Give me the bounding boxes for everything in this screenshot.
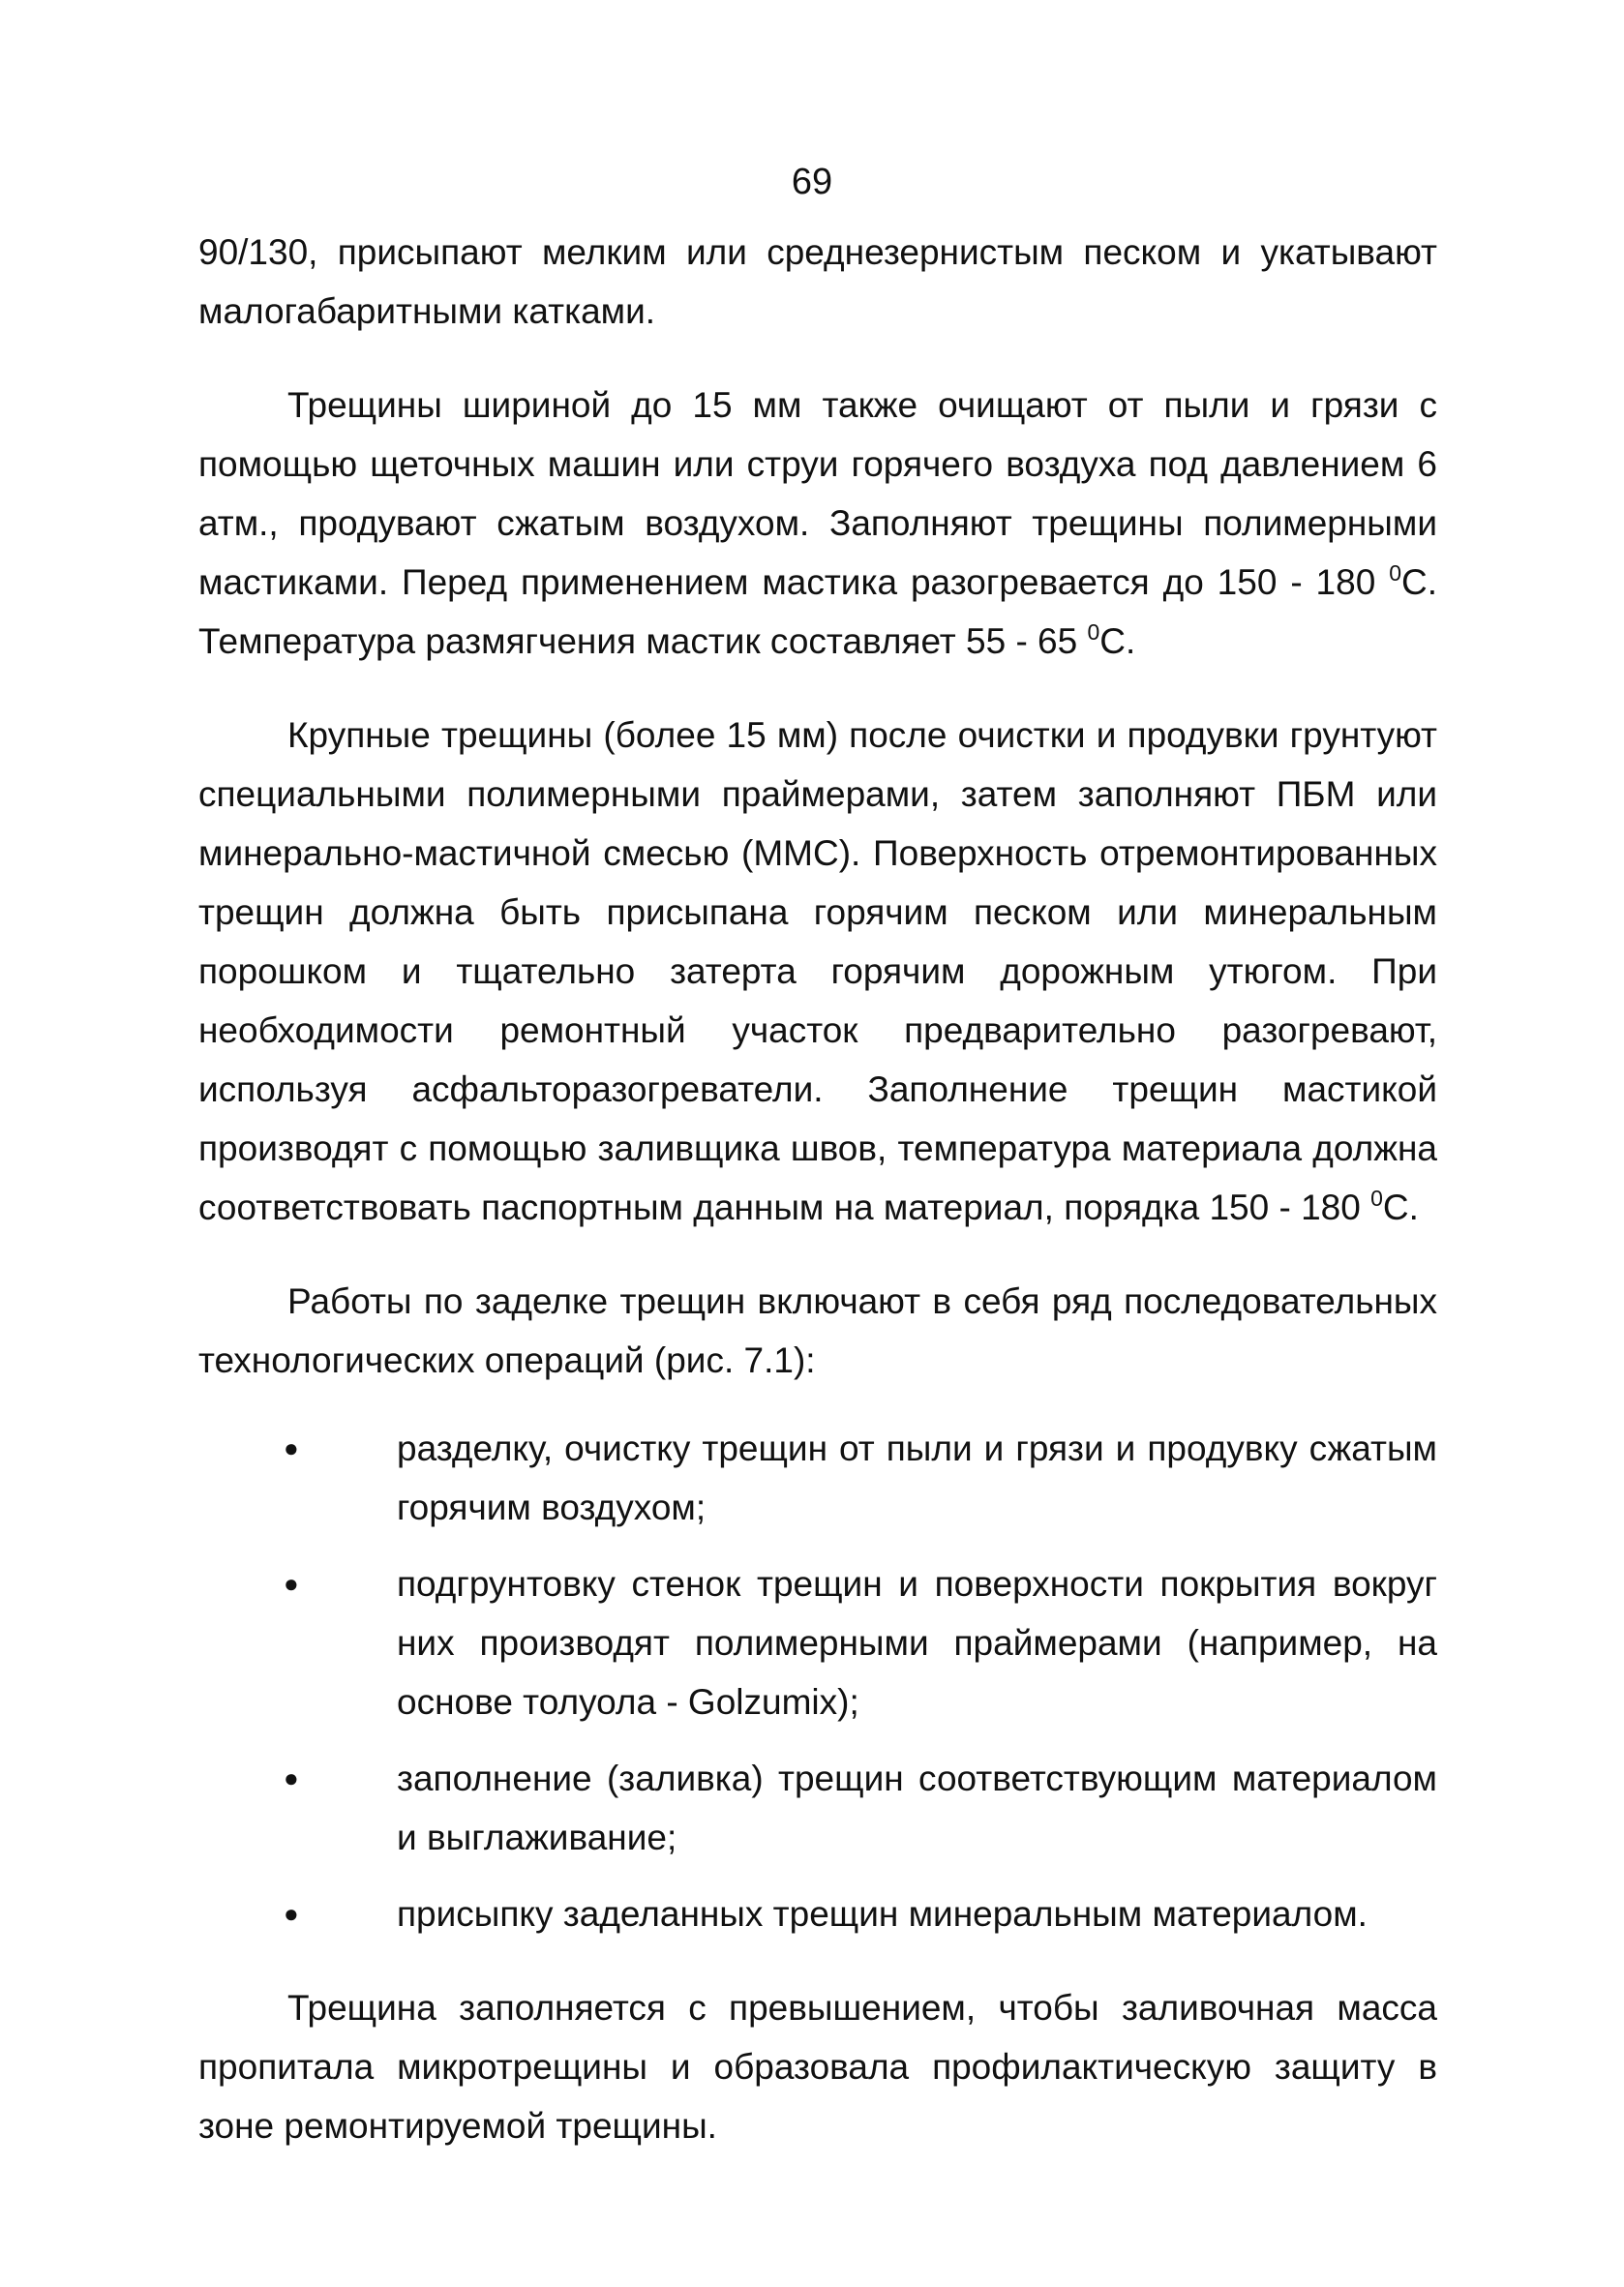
paragraph-small-cracks [198,376,1437,671]
degree-superscript: 0 [1389,560,1401,586]
paragraph-large-cracks [198,706,1437,1237]
paragraph-overfill: Трещина заполняется с превышением, чтобы заливочная масса пропитала микротрещины и образовала профилактическую защиту в зоне ремонтируемой трещины. [198,1988,1437,2146]
list-item-text: разделку, очистку трещин от пыли и грязи и продувку сжатым горячим воздухом; [397,1429,1437,1527]
bullet-icon: ● [284,1433,299,1462]
list-item [198,1749,1437,1867]
list-item [198,1419,1437,1537]
list-item-text: присыпку заделанных трещин минеральным материалом. [397,1894,1368,1934]
page-content [198,223,1437,2155]
list-item [198,1884,1437,1943]
bullet-icon: ● [284,1763,299,1792]
paragraph-text: С. Температура размягчения мастик составляет 55 - 65 [198,562,1437,661]
bullet-icon: ● [284,1899,299,1928]
degree-superscript: 0 [1370,1186,1383,1211]
paragraph-operations-intro: Работы по заделке трещин включают в себя ряд последовательных технологических операций (рис. 7.1): [198,1281,1437,1380]
paragraph-continuation: 90/130, присыпают мелким или среднезернистым песком и укатывают малогабаритными катками. [198,232,1437,331]
degree-superscript: 0 [1087,619,1100,645]
page-number: 69 [791,162,833,202]
list-item-text: заполнение (заливка) трещин соответствующим материалом и выглаживание; [397,1759,1437,1857]
paragraph-text: С. [1382,1188,1419,1227]
list-item [198,1554,1437,1731]
list-item-text: подгрунтовку стенок трещин и поверхности покрытия вокруг них производят полимерными праймерами (например, на основе толуола - Golzumix); [397,1564,1437,1722]
paragraph-text: Крупные трещины (более 15 мм) после очистки и продувки грунтуют специальными полимерными праймерами, затем заполняют ПБМ или минерально-мастичной смесью (ММС). Поверхность отремонтированных трещин должна быть присыпана горячим песком или минеральным порошком и тщательно затерта горячим дорожным утюгом. При необходимости ремонтный участок предварительно разогревают, используя асфальторазогреватели. Заполнение трещин мастикой производят с помощью заливщика швов, температура материала должна соответствовать паспортным данным на материал, порядка 150 - 180 [198,715,1437,1227]
paragraph-text: С. [1099,621,1136,661]
paragraph-text: Трещины шириной до 15 мм также очищают от пыли и грязи с помощью щеточных машин или струи горячего воздуха под давлением 6 атм., продувают сжатым воздухом. Заполняют трещины полимерными мастиками. Перед применением мастика разогревается до 150 - 180 [198,385,1437,602]
bullet-icon: ● [284,1569,299,1598]
operations-list [198,1419,1437,1943]
